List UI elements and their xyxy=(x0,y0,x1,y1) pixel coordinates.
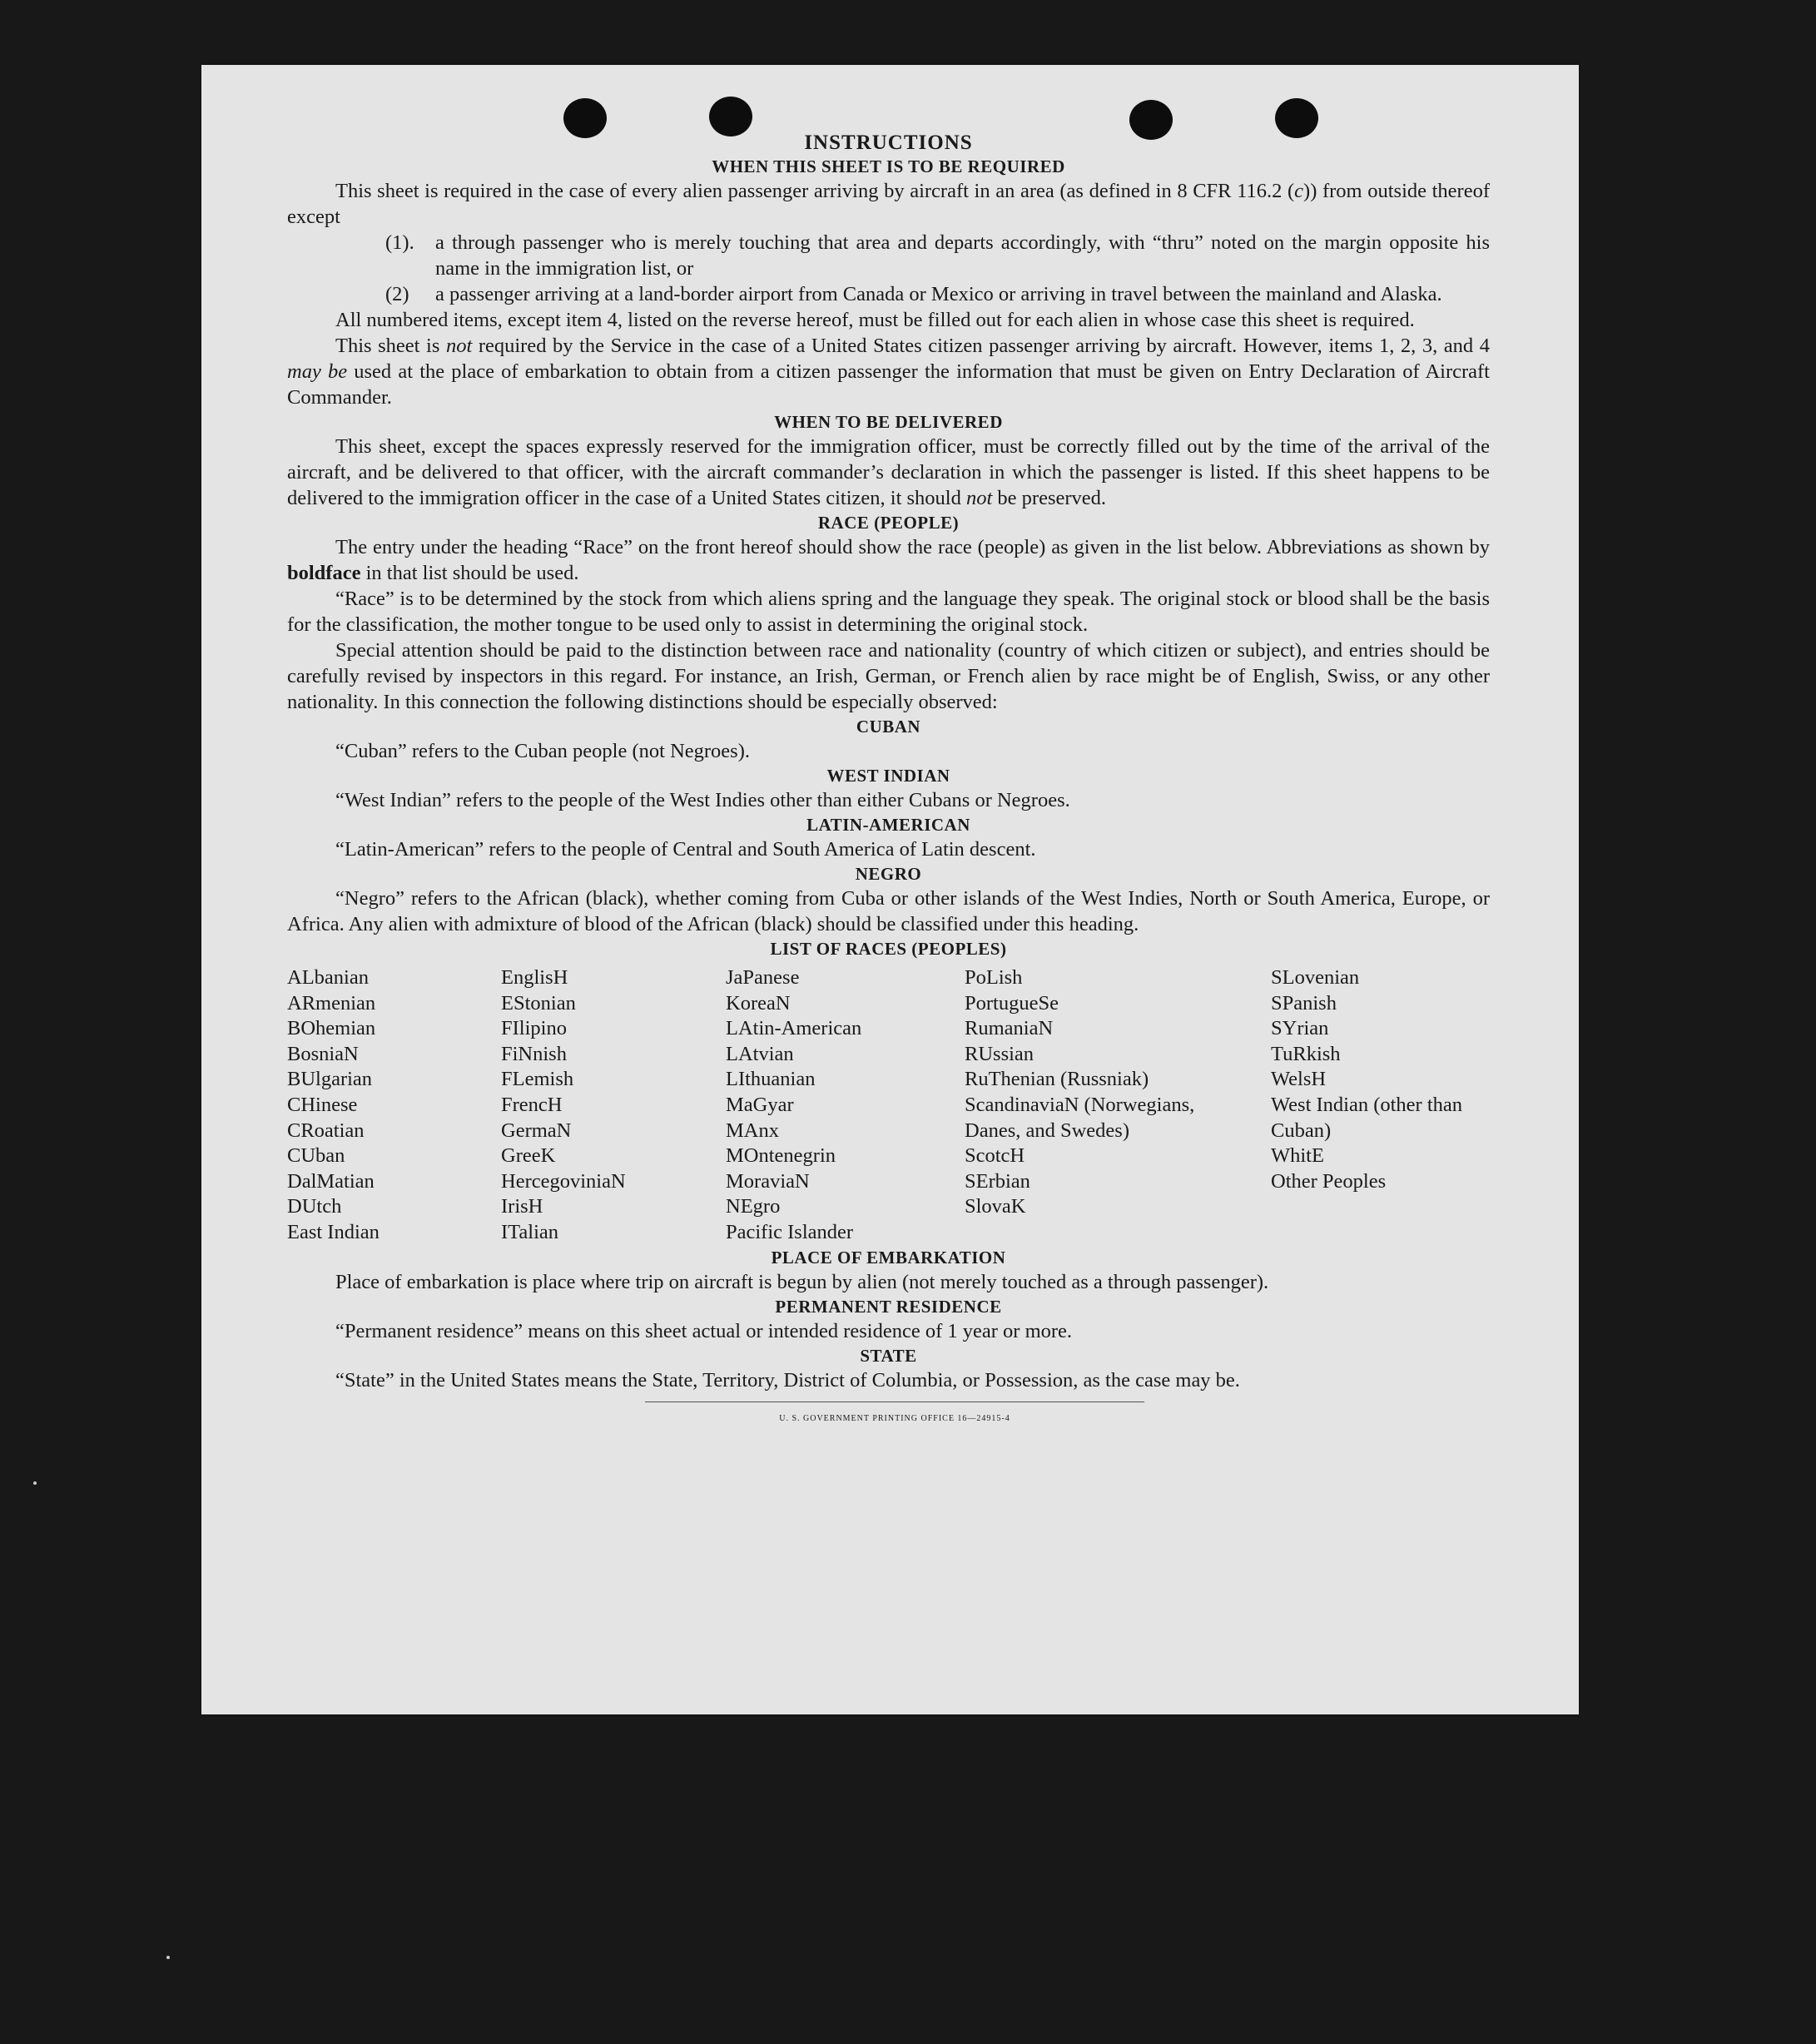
paragraph-race-1: The entry under the heading “Race” on the front hereof should show the race (people) as given in the list below. Abbreviations as shown by boldface in that list should be used. xyxy=(287,536,1490,584)
race-entry: JaPanese xyxy=(726,966,800,989)
heading-when-delivered: WHEN TO BE DELIVERED xyxy=(774,412,1003,432)
race-entry: HercegoviniaN xyxy=(501,1169,626,1193)
race-entry: FrencH xyxy=(501,1093,563,1116)
heading-race: RACE (PEOPLE) xyxy=(817,513,960,533)
paragraph-negro: “Negro” refers to the African (black), whether coming from Cuba or other islands of the West Indies, North or South America, Europe, or Africa. Any alien with admixture of blood of the African (black) should be classified under this heading. xyxy=(287,887,1490,935)
race-entry-scandinavian: ScandinaviaN (Norwegians, Danes, and Swedes) xyxy=(965,1093,1195,1142)
race-column-1 xyxy=(287,965,501,1246)
paragraph-required: This sheet is required in the case of every alien passenger arriving by aircraft in an area (as defined in 8 CFR 116.2 (c)) from outside thereof except xyxy=(287,180,1490,228)
race-entry: MAnx xyxy=(726,1119,779,1142)
race-entry: SlovaK xyxy=(965,1195,1026,1218)
paragraph-latin-american: “Latin-American” refers to the people of Central and South America of Latin descent. xyxy=(335,838,1036,861)
race-entry: EnglisH xyxy=(501,966,568,989)
race-entry: DalMatian xyxy=(287,1169,375,1193)
heading-list-of-races: LIST OF RACES (PEOPLES) xyxy=(770,939,1007,959)
paragraph-race-2: “Race” is to be determined by the stock from which aliens spring and the language they speak. The original stock or blood shall be the basis for the classification, the mother tongue to be used only to assist in determining the original stock. xyxy=(287,588,1490,636)
page-title: INSTRUCTIONS xyxy=(804,131,973,154)
race-entry: PoLish xyxy=(965,966,1023,989)
paragraph-cuban: “Cuban” refers to the Cuban people (not Negroes). xyxy=(335,740,750,762)
race-entry: BosniaN xyxy=(287,1042,359,1065)
heading-permanent-residence: PERMANENT RESIDENCE xyxy=(775,1296,1002,1317)
exception-item-1: (1). a through passenger who is merely touching that area and departs accordingly, with “thru” noted on the margin opposite his name in the immigration list, or xyxy=(385,231,1490,280)
race-entry-west-indian: West Indian (other than Cuban) xyxy=(1271,1093,1463,1142)
race-entry: FIlipino xyxy=(501,1017,567,1040)
race-entry: SYrian xyxy=(1271,1017,1329,1040)
race-entry: ARmenian xyxy=(287,991,376,1015)
race-entry: KoreaN xyxy=(726,991,791,1015)
race-entry: MaGyar xyxy=(726,1093,794,1116)
paragraph-west-indian: “West Indian” refers to the people of the West Indies other than either Cubans or Negroes. xyxy=(335,789,1070,811)
race-entry: BOhemian xyxy=(287,1017,376,1040)
punch-hole-2 xyxy=(709,97,752,136)
race-entry: SLovenian xyxy=(1271,966,1360,989)
race-column-5 xyxy=(1271,965,1487,1246)
exception-item-2: (2) a passenger arriving at a land-border airport from Canada or Mexico or arriving in travel between the mainland and Alaska. xyxy=(385,283,1442,305)
race-entry: DUtch xyxy=(287,1195,342,1218)
race-entry: ALbanian xyxy=(287,966,369,989)
scan-speck xyxy=(33,1481,37,1485)
race-entry: GermaN xyxy=(501,1119,572,1142)
paragraph-numbered-items: All numbered items, except item 4, listed on the reverse hereof, must be filled out for each alien in whose case this sheet is required. xyxy=(335,309,1415,331)
heading-latin-american: LATIN-AMERICAN xyxy=(806,815,970,835)
race-entry: WelsH xyxy=(1271,1068,1327,1091)
heading-cuban: CUBAN xyxy=(856,717,921,737)
race-entry: IrisH xyxy=(501,1195,543,1218)
paragraph-permanent-residence: “Permanent residence” means on this sheet actual or intended residence of 1 year or more. xyxy=(335,1319,1073,1342)
race-entry: FiNnish xyxy=(501,1042,567,1065)
race-entry: MoraviaN xyxy=(726,1169,810,1193)
race-entry: EStonian xyxy=(501,991,576,1015)
race-entry: ScotcH xyxy=(965,1144,1025,1168)
race-entry: RUssian xyxy=(965,1042,1035,1065)
race-entry: CUban xyxy=(287,1144,345,1168)
heading-when-required: WHEN THIS SHEET IS TO BE REQUIRED xyxy=(712,156,1065,176)
race-list xyxy=(287,965,1490,1246)
race-entry: TuRkish xyxy=(1271,1042,1341,1065)
heading-embarkation: PLACE OF EMBARKATION xyxy=(771,1247,1006,1268)
paragraph-citizen: This sheet is not required by the Service in the case of a United States citizen passenger arriving by aircraft. However, items 1, 2, 3, and 4 may be used at the place of embarkation to obtain from a citizen passenger the information that must be given on Entry Declaration of Aircraft Commander. xyxy=(287,335,1491,409)
heading-west-indian: WEST INDIAN xyxy=(826,766,950,786)
race-entry: GreeK xyxy=(501,1144,556,1168)
race-entry: MOntenegrin xyxy=(726,1144,836,1168)
race-entry: CRoatian xyxy=(287,1119,365,1142)
race-entry: RuThenian (Russniak) xyxy=(965,1068,1149,1091)
race-entry: ITalian xyxy=(501,1220,559,1243)
race-entry: LAtin-American xyxy=(726,1017,862,1040)
race-entry: FLemish xyxy=(501,1068,574,1091)
race-entry: LAtvian xyxy=(726,1042,794,1065)
race-column-4 xyxy=(965,965,1271,1246)
race-entry: East Indian xyxy=(287,1220,380,1243)
paragraph-race-3: Special attention should be paid to the distinction between race and nationality (country of which citizen or subject), and entries should be carefully revised by inspectors in this regard. For instance, an Irish, German, or French alien by race might be of English, Swiss, or any other nationality. In this connection the following distinctions should be especially observed: xyxy=(287,639,1490,713)
race-entry: NEgro xyxy=(726,1195,781,1218)
instruction-sheet xyxy=(201,65,1579,1714)
race-entry: WhitE xyxy=(1271,1144,1324,1168)
race-entry: RumaniaN xyxy=(965,1017,1054,1040)
paragraph-delivered: This sheet, except the spaces expressly reserved for the immigration officer, must be correctly filled out by the time of the arrival of the aircraft, and be delivered to that officer, with the aircraft commander’s declaration in which the passenger is listed. If this sheet happens to be delivered to the immigration officer in the case of a United States citizen, it should not be preserved. xyxy=(287,435,1490,509)
race-entry: BUlgarian xyxy=(287,1068,373,1091)
race-entry: SPanish xyxy=(1271,991,1337,1015)
race-entry: Other Peoples xyxy=(1271,1169,1387,1193)
race-entry: LIthuanian xyxy=(726,1068,816,1091)
race-entry: Pacific Islander xyxy=(726,1220,854,1243)
race-column-3 xyxy=(726,965,965,1246)
heading-state: STATE xyxy=(860,1345,917,1366)
race-entry: CHinese xyxy=(287,1093,358,1116)
paragraph-state: “State” in the United States means the State, Territory, District of Columbia, or Possession, as the case may be. xyxy=(335,1368,1240,1392)
heading-negro: NEGRO xyxy=(855,864,922,884)
printing-office-footer: U. S. GOVERNMENT PRINTING OFFICE 16—24915-4 xyxy=(645,1402,1144,1431)
scan-speck xyxy=(166,1956,170,1959)
race-column-2 xyxy=(501,965,726,1246)
race-entry: PortugueSe xyxy=(965,991,1059,1015)
race-entry: SErbian xyxy=(965,1169,1030,1193)
paragraph-embarkation: Place of embarkation is place where trip on aircraft is begun by alien (not merely touched as a through passenger). xyxy=(335,1270,1269,1293)
document-body xyxy=(287,131,1490,1431)
